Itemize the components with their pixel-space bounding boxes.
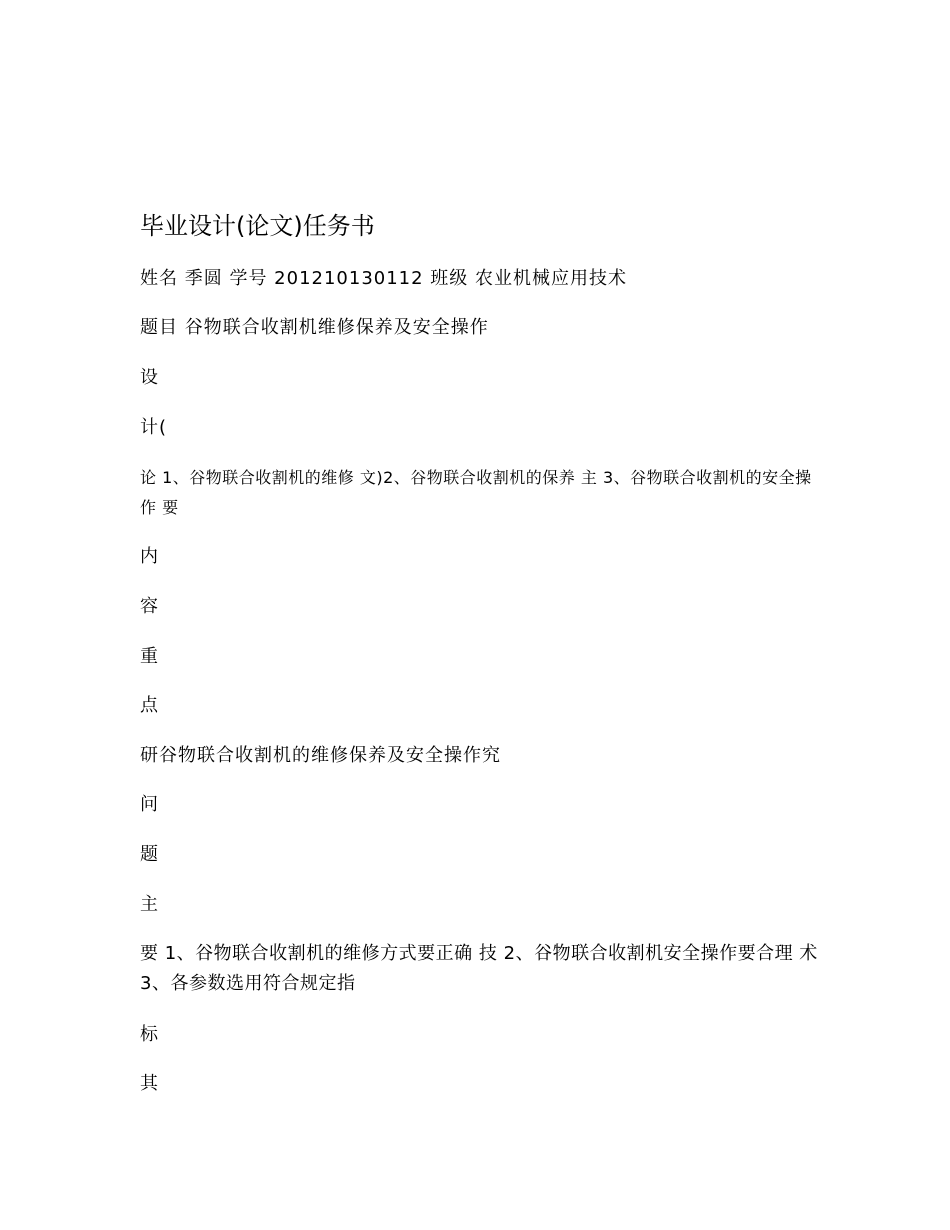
text-line: 容: [140, 596, 159, 617]
text-paragraph: 论 1、谷物联合收割机的维修 文)2、谷物联合收割机的保养 主 3、谷物联合收割机的安全操作 要: [140, 468, 812, 517]
text-line: 其: [140, 1073, 159, 1094]
text-line: 计(: [140, 417, 168, 438]
text-line: 内: [140, 546, 159, 567]
student-info-line: 姓名 季圆 学号 201210130112 班级 农业机械应用技术: [140, 268, 628, 289]
text-line: 研谷物联合收割机的维修保养及安全操作究: [140, 745, 501, 766]
text-line: 题: [140, 844, 159, 865]
text-line: 点: [140, 695, 159, 716]
text-paragraph: 要 1、谷物联合收割机的维修方式要正确 技 2、谷物联合收割机安全操作要合理 术 3、各参数选用符合规定指: [140, 943, 818, 994]
text-line: 设: [140, 367, 159, 388]
text-line: 问: [140, 794, 159, 815]
text-line: 重: [140, 646, 159, 667]
document-title: 毕业设计(论文)任务书: [140, 212, 375, 240]
text-line: 标: [140, 1024, 159, 1045]
text-line: 主: [140, 894, 159, 915]
topic-line: 题目 谷物联合收割机维修保养及安全操作: [140, 317, 489, 338]
